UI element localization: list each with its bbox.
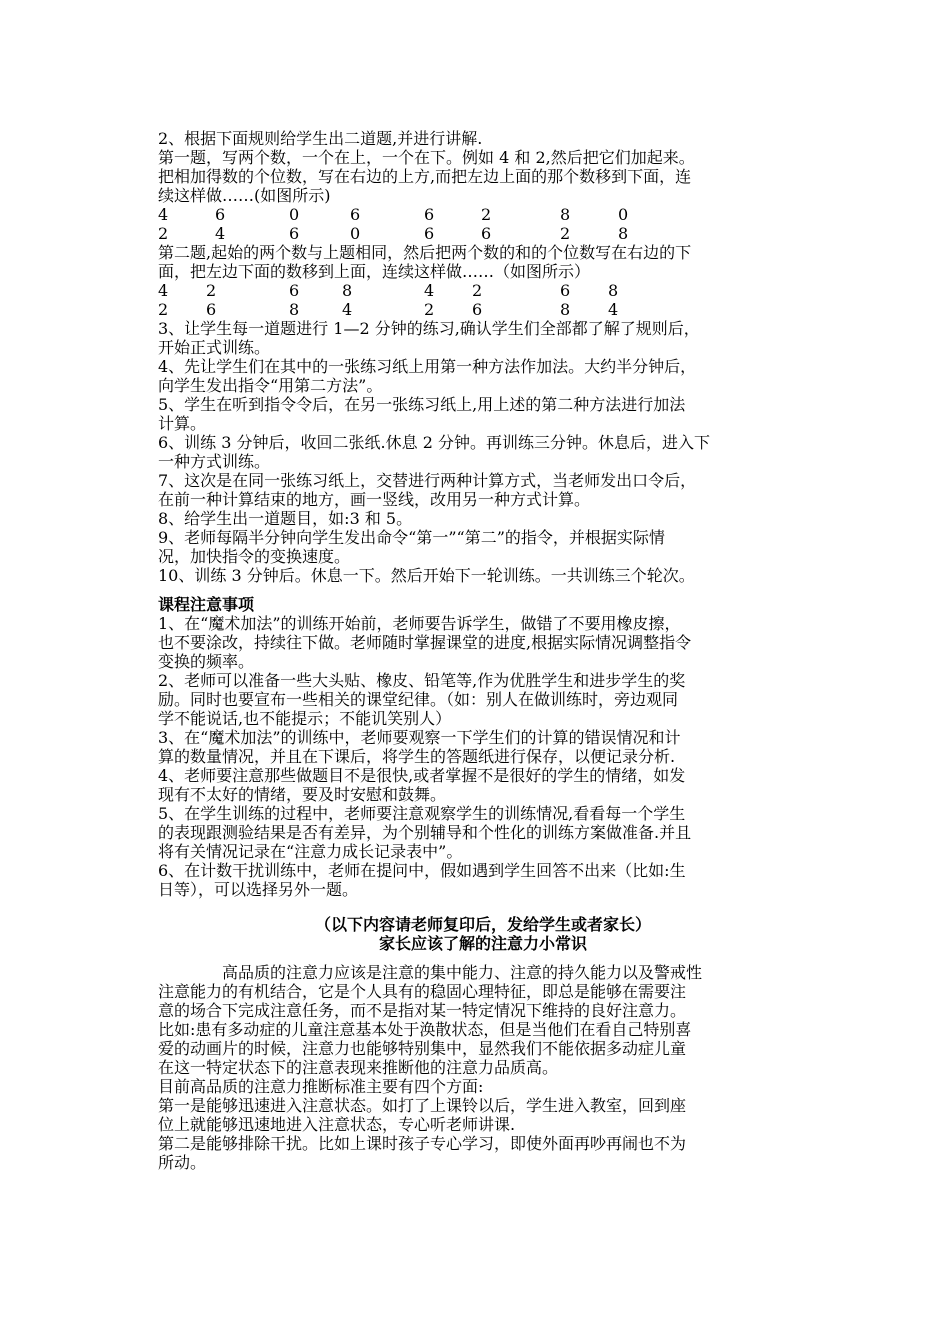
table-cell: 6 — [424, 205, 435, 224]
text-line: 也不要涂改，持续往下做。老师随时掌握课堂的进度,根据实际情况调整指令 — [158, 633, 692, 652]
table-row — [158, 300, 808, 319]
text-line: 9、老师每隔半分钟向学生发出命令“第一”“第二”的指令，并根据实际情 — [158, 528, 665, 547]
text-line: 向学生发出指令“用第二方法”。 — [158, 376, 383, 395]
text-line: 一种方式训练。 — [158, 452, 271, 471]
table-row — [158, 224, 808, 243]
section-title: 家长应该了解的注意力小常识 — [378, 934, 587, 953]
table-cell: 0 — [289, 205, 300, 224]
text-line: 变换的频率。 — [158, 652, 255, 671]
table-cell: 8 — [560, 205, 571, 224]
table-cell: 0 — [618, 205, 629, 224]
table-cell: 4 — [158, 205, 169, 224]
text-line: 爱的动画片的时候，注意力也能够特别集中，显然我们不能依据多动症儿童 — [158, 1039, 687, 1058]
text-line: 学不能说话,也不能提示；不能讥笑别人） — [158, 709, 452, 728]
table-cell: 2 — [472, 281, 483, 300]
text-line: 5、学生在听到指令令后，在另一张练习纸上,用上述的第二种方法进行加法 — [158, 395, 686, 414]
text-line: 把相加得数的个位数，写在右边的上方,而把左边上面的那个数移到下面，连 — [158, 167, 692, 186]
table-cell: 4 — [608, 300, 619, 319]
notes-heading: 课程注意事项 — [158, 595, 255, 614]
table-cell: 6 — [215, 205, 226, 224]
table-cell: 6 — [350, 205, 361, 224]
text-line: 1、在“魔术加法”的训练开始前，老师要告诉学生，做错了不要用橡皮擦， — [158, 614, 681, 633]
table-cell: 2 — [206, 281, 217, 300]
table-cell: 6 — [206, 300, 217, 319]
text-line: 第一题，写两个数，一个在上，一个在下。例如 4 和 2,然后把它们加起来。 — [158, 148, 695, 167]
parents-section — [158, 915, 808, 1172]
text-line: 注意能力的有机结合，它是个人具有的稳固心理特征，即总是能够在需要注 — [158, 982, 687, 1001]
table-cell: 2 — [560, 224, 571, 243]
table-cell: 6 — [289, 281, 300, 300]
table-row — [158, 205, 808, 224]
text-line: 目前高品质的注意力推断标准主要有四个方面: — [158, 1077, 484, 1096]
text-line: 算的数量情况，并且在下课后，将学生的答题纸进行保存，以便记录分析. — [158, 747, 676, 766]
text-line: 4、先让学生们在其中的一张练习纸上用第一种方法作加法。大约半分钟后， — [158, 357, 697, 376]
text-line: 位上就能够迅速地进入注意状态，专心听老师讲课. — [158, 1115, 516, 1134]
table-cell: 8 — [608, 281, 619, 300]
table-cell: 4 — [342, 300, 353, 319]
text-line: 所动。 — [158, 1153, 207, 1172]
document-body — [158, 129, 808, 1172]
table-cell: 6 — [424, 224, 435, 243]
text-line: 比如:患有多动症的儿童注意基本处于涣散状态，但是当他们在看自己特别喜 — [158, 1020, 692, 1039]
text-line: 面，把左边下面的数移到上面，连续这样做……（如图所示） — [158, 262, 591, 281]
text-line: 日等），可以选择另外一题。 — [158, 880, 359, 899]
text-line: 况，加快指令的变换速度。 — [158, 547, 351, 566]
spacer — [158, 585, 808, 595]
text-line: 在这一特定状态下的注意表现来推断他的注意力品质高。 — [158, 1058, 559, 1077]
table-cell: 6 — [289, 224, 300, 243]
table-row — [158, 281, 808, 300]
table-cell: 8 — [289, 300, 300, 319]
step-2b-block — [158, 243, 808, 281]
text-line: 7、这次是在同一张练习纸上，交替进行两种计算方式，当老师发出口令后， — [158, 471, 697, 490]
text-line: 2、根据下面规则给学生出二道题,并进行讲解. — [158, 129, 483, 148]
text-line: 4、老师要注意那些做题目不是很快,或者掌握不是很好的学生的情绪，如发 — [158, 766, 686, 785]
spacer — [158, 953, 808, 963]
text-line: 8、给学生出一道题目，如:3 和 5。 — [158, 509, 413, 528]
table-cell: 8 — [342, 281, 353, 300]
text-line: 在前一种计算结束的地方，画一竖线，改用另一种方式计算。 — [158, 490, 591, 509]
text-line: 将有关情况记录在“注意力成长记录表中”。 — [158, 842, 463, 861]
notes-section — [158, 595, 808, 899]
text-line: 6、在计数干扰训练中，老师在提问中，假如遇到学生回答不出来（比如:生 — [158, 861, 686, 880]
table-cell: 8 — [560, 300, 571, 319]
text-line: 励。同时也要宣布一些相关的课堂纪律。（如：别人在做训练时，旁边观同 — [158, 690, 679, 709]
text-line: 10、训练 3 分钟后。休息一下。然后开始下一轮训练。一共训练三个轮次。 — [158, 566, 695, 585]
steps-3-10-block — [158, 319, 808, 585]
table-cell: 6 — [481, 224, 492, 243]
text-line: 高品质的注意力应该是注意的集中能力、注意的持久能力以及警戒性 — [222, 963, 703, 982]
table-cell: 6 — [472, 300, 483, 319]
table-cell: 2 — [158, 300, 169, 319]
text-line: 的表现跟测验结果是否有差异，为个别辅导和个性化的训练方案做准备.并且 — [158, 823, 692, 842]
table-cell: 2 — [424, 300, 435, 319]
number-table-2 — [158, 281, 808, 319]
text-line: 计算。 — [158, 414, 207, 433]
text-line: 5、在学生训练的过程中，老师要注意观察学生的训练情况,看看每一个学生 — [158, 804, 686, 823]
text-line: 3、让学生每一道题进行 1—2 分钟的练习,确认学生们全部都了解了规则后， — [158, 319, 700, 338]
text-line: 意的场合下完成注意任务，而不是指对某一特定情况下维持的良好注意力。 — [158, 1001, 687, 1020]
text-line: 6、训练 3 分钟后，收回二张纸.休息 2 分钟。再训练三分钟。休息后，进入下 — [158, 433, 710, 452]
text-line: 开始正式训练。 — [158, 338, 271, 357]
table-cell: 2 — [481, 205, 492, 224]
number-table-1 — [158, 205, 808, 243]
table-cell: 0 — [350, 224, 361, 243]
table-cell: 4 — [424, 281, 435, 300]
text-line: 第一是能够迅速进入注意状态。如打了上课铃以后，学生进入教室，回到座 — [158, 1096, 687, 1115]
spacer — [158, 899, 808, 915]
step-2-block — [158, 129, 808, 205]
text-line: 2、老师可以准备一些大头贴、橡皮、铅笔等,作为优胜学生和进步学生的奖 — [158, 671, 686, 690]
table-cell: 4 — [215, 224, 226, 243]
table-cell: 6 — [560, 281, 571, 300]
text-line: 现有不太好的情绪，要及时安慰和鼓舞。 — [158, 785, 447, 804]
text-line: 3、在“魔术加法”的训练中，老师要观察一下学生们的计算的错误情况和计 — [158, 728, 681, 747]
text-line: 续这样做……(如图所示) — [158, 186, 331, 205]
table-cell: 2 — [158, 224, 169, 243]
text-line: 第二题,起始的两个数与上题相同，然后把两个数的和的个位数写在右边的下 — [158, 243, 692, 262]
section-subtitle: （以下内容请老师复印后，发给学生或者家长） — [314, 915, 651, 934]
table-cell: 4 — [158, 281, 169, 300]
table-cell: 8 — [618, 224, 629, 243]
text-line: 第二是能够排除干扰。比如上课时孩子专心学习，即使外面再吵再闹也不为 — [158, 1134, 687, 1153]
